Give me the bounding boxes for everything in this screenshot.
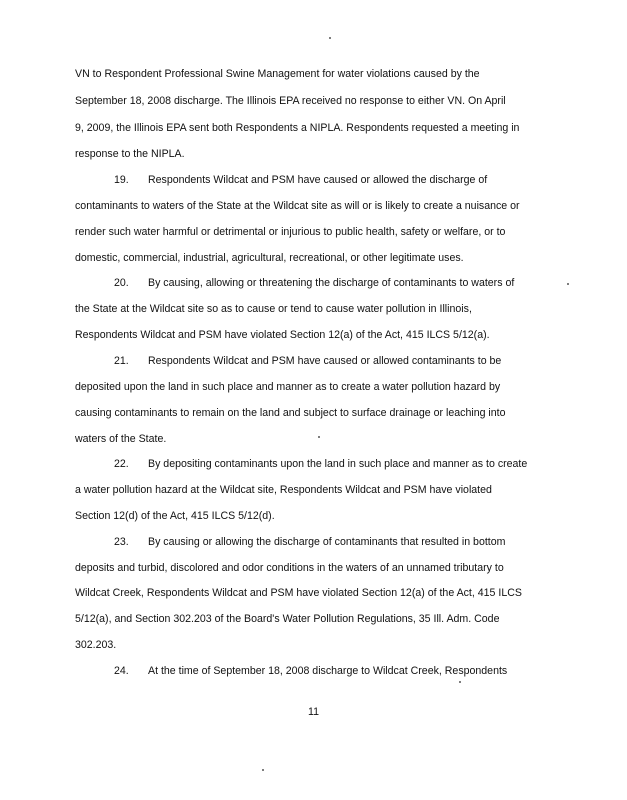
scan-speck [318, 436, 320, 438]
paragraph-number: 23. [114, 536, 129, 548]
text-line: deposits and turbid, discolored and odor conditions in the waters of an unnamed tributary to [75, 562, 504, 574]
paragraph-number: 21. [114, 355, 129, 367]
text-line: At the time of September 18, 2008 discharge to Wildcat Creek, Respondents [148, 665, 508, 677]
scan-speck [329, 37, 331, 39]
text-line: deposited upon the land in such place and manner as to create a water pollution hazard by [75, 381, 501, 393]
text-line: By depositing contaminants upon the land in such place and manner as to create [148, 458, 528, 470]
paragraph-number: 22. [114, 458, 129, 470]
scan-speck [459, 681, 461, 683]
text-line: By causing, allowing or threatening the discharge of contaminants to waters of [148, 277, 515, 289]
text-line: 302.203. [75, 639, 117, 651]
text-line: VN to Respondent Professional Swine Management for water violations caused by the [75, 68, 480, 80]
paragraph-number: 20. [114, 277, 129, 289]
text-line: causing contaminants to remain on the land and subject to surface drainage or leaching into [75, 407, 506, 419]
text-line: the State at the Wildcat site so as to cause or tend to cause water pollution in Illinois, [75, 303, 472, 315]
text-line: 5/12(a), and Section 302.203 of the Board's Water Pollution Regulations, 35 Ill. Adm. Code [75, 613, 500, 625]
text-line: Wildcat Creek, Respondents Wildcat and PSM have violated Section 12(a) of the Act, 415 ILCS [75, 587, 522, 599]
text-line: Respondents Wildcat and PSM have caused or allowed contaminants to be [148, 355, 502, 367]
paragraph-21-first-line [114, 355, 501, 368]
paragraph-22-first-line [114, 458, 527, 471]
text-line: contaminants to waters of the State at the Wildcat site as will or is likely to create a nuisance or [75, 200, 520, 212]
paragraph-20-first-line [114, 277, 514, 290]
page-number: 11 [308, 706, 319, 718]
text-line: Section 12(d) of the Act, 415 ILCS 5/12(d). [75, 510, 275, 522]
paragraph-24-first-line [114, 665, 507, 678]
paragraph-19-first-line [114, 174, 487, 187]
text-line: a water pollution hazard at the Wildcat site, Respondents Wildcat and PSM have violated [75, 484, 492, 496]
paragraph-number: 19. [114, 174, 129, 186]
text-line: By causing or allowing the discharge of contaminants that resulted in bottom [148, 536, 506, 548]
scan-speck [567, 283, 569, 285]
paragraph-number: 24. [114, 665, 129, 677]
text-line: response to the NIPLA. [75, 148, 185, 160]
text-line: render such water harmful or detrimental or injurious to public health, safety or welfare, or to [75, 226, 506, 238]
text-line: domestic, commercial, industrial, agricultural, recreational, or other legitimate uses. [75, 252, 464, 264]
text-line: Respondents Wildcat and PSM have violated Section 12(a) of the Act, 415 ILCS 5/12(a). [75, 329, 490, 341]
scan-speck [262, 769, 264, 771]
text-line: Respondents Wildcat and PSM have caused or allowed the discharge of [148, 174, 488, 186]
text-line: 9, 2009, the Illinois EPA sent both Respondents a NIPLA. Respondents requested a meeting in [75, 122, 520, 134]
text-line: waters of the State. [75, 433, 167, 445]
text-line: September 18, 2008 discharge. The Illinois EPA received no response to either VN. On April [75, 95, 506, 107]
paragraph-23-first-line [114, 536, 505, 549]
